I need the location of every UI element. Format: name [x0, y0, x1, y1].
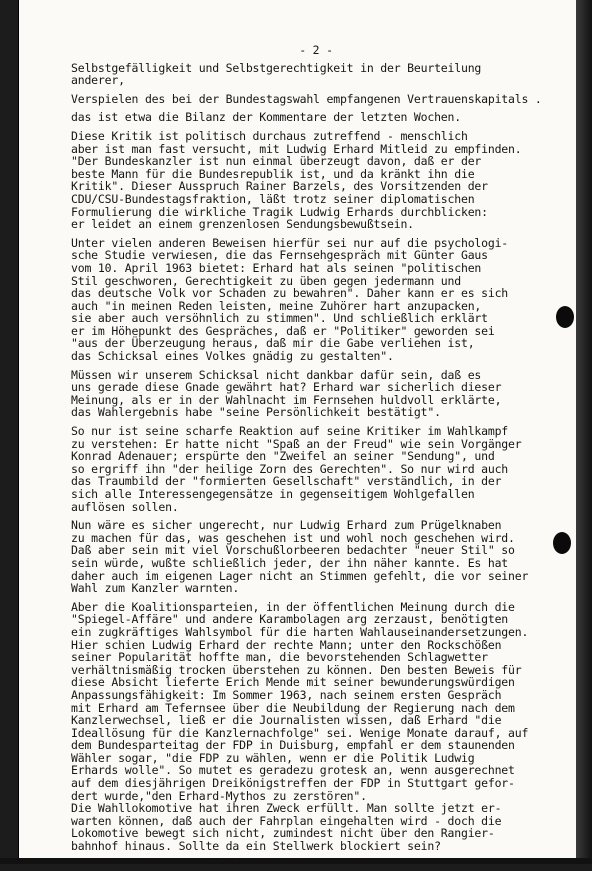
text-line: das Wahlergebnis habe "seine Persönlichkeit bestätigt". — [71, 405, 441, 420]
text-line: Ideallösung für die Kanzlernachfolge" sei. Wenige Monate darauf, auf — [71, 725, 529, 740]
text-line: das Traumbild der "formierten Gesellschaft" verständlich, in der — [71, 474, 502, 489]
text-line: "Der Bundeskanzler ist nun einmal überzeugt davon, daß er der — [71, 154, 482, 169]
paragraph — [71, 519, 581, 595]
text-line: Stil geschworen, Gerechtigkeit zu üben gegen jedermann und — [71, 273, 461, 288]
text-line: dem Bundesparteitag der FDP in Duisburg, empfahl er dem staunenden — [71, 738, 515, 753]
text-line: so ergriff ihn "der heilige Zorn des Gerechten". So nur wird auch — [71, 461, 509, 476]
text-line: Erhards wolle". So mutet es geradezu grotesk an, wenn ausgerechnet — [71, 763, 515, 778]
text-line: das ist etwa die Bilanz der Kommentare der letzten Wochen. — [71, 110, 461, 125]
text-line: zu verstehen: Er hatte nicht "Spaß an der Freud" wie sein Vorgänger — [71, 436, 522, 451]
text-line: Konrad Adenauer; erspürte den "Zweifel an seiner "Sendung", und — [71, 449, 495, 464]
text-line: diese Absicht lieferte Erich Mende mit seiner bewunderungswürdigen — [71, 675, 515, 690]
text-line: Aber die Koalitionsparteien, in der öffentlichen Meinung durch die — [71, 599, 515, 614]
text-line: Lokomotive bewegt sich nicht, zumindest nicht über den Rangier- — [71, 826, 495, 841]
paragraph — [71, 62, 581, 87]
text-line: Die Wahllokomotive hat ihren Zweck erfüllt. Man sollte jetzt er- — [71, 801, 502, 816]
text-line: anderer, — [71, 73, 125, 88]
paragraph — [71, 237, 581, 363]
text-line: Daß aber sein mit viel Vorschußlorbeeren bedachter "neuer Stil" so — [71, 543, 515, 558]
text-line: das Schicksal eines Volkes gnädig zu gestalten". — [71, 349, 394, 364]
paragraph — [71, 93, 581, 106]
text-line: sie aber auch versöhnlich zu stimmen". Und schließlich erklärt — [71, 311, 488, 326]
text-line: - - - — [71, 851, 240, 866]
text-line: auch "in meinen Reden leisten, meine Zuhörer hart anzupacken, — [71, 298, 482, 313]
paragraph — [71, 425, 581, 513]
text-line: warten können, daß auch der Fahrplan eingehalten wird - doch die — [71, 813, 502, 828]
text-line: beste Mann für die Bundesrepublik ist, und da kränkt ihn die — [71, 166, 475, 181]
text-line: Anpassungsfähigkeit: Im Sommer 1963, nach seinem ersten Gespräch — [71, 687, 502, 702]
text-line: Diese Kritik ist politisch durchaus zutreffend - menschlich — [71, 128, 468, 143]
text-line: er leidet an einem grenzenlosen Sendungsbewußtsein. — [71, 217, 414, 232]
text-line: verhältnismäßig trocken überstehen zu können. Den besten Beweis für — [71, 662, 522, 677]
text-line: Unter vielen anderen Beweisen hierfür sei nur auf die psychologi- — [71, 235, 509, 250]
text-line: Kanzlerwechsel, ließ er die Journalisten wissen, daß Erhard "die — [71, 713, 502, 728]
text-line: vom 10. April 1963 bietet: Erhard hat als seinen "politischen — [71, 260, 482, 275]
paragraph — [71, 130, 581, 231]
text-line: "aus der Überzeugung heraus, daß mir die Gabe verliehen ist, — [71, 336, 475, 351]
text-line: Nun wäre es sicher ungerecht, nur Ludwig Erhard zum Prügelknaben — [71, 518, 502, 533]
text-line: "Spiegel-Affäre" und andere Karambolagen arg zerzaust, benötigten — [71, 612, 509, 627]
text-line: daher auch im eigenen Lager nicht an Stimmen gefehlt, die vor seiner — [71, 568, 529, 583]
text-line: sein würde, wußte schließlich jeder, der ihn näher kannte. Es hat — [71, 555, 509, 570]
text-line: Verspielen des bei der Bundestagswahl empfangenen Vertrauenskapitals . — [71, 91, 542, 106]
text-line: So nur ist seine scharfe Reaktion auf seine Kritiker im Wahlkampf — [71, 424, 509, 439]
text-line: aber ist man fast versucht, mit Ludwig Erhard Mitleid zu empfinden. — [71, 141, 522, 156]
paragraph — [71, 111, 581, 124]
paragraph — [71, 369, 581, 419]
text-line: Wahl zum Kanzler warnten. — [71, 581, 240, 596]
text-line: Meinung, als er in der Wahlnacht im Fernsehen huldvoll erklärte, — [71, 392, 502, 407]
text-line: mit Erhard am Tefernsee über die Neubildung der Regierung nach dem — [71, 700, 515, 715]
text-line: sich alle Interessengegensätze in gegenseitigem Wohlgefallen — [71, 487, 475, 501]
text-line: Selbstgefälligkeit und Selbstgerechtigkeit in der Beurteilung — [71, 60, 482, 75]
document-text — [71, 44, 581, 871]
text-line: ein zugkräftiges Wahlsymbol für die harten Wahlauseinandersetzungen. — [71, 624, 529, 639]
text-line: Wähler sogar, "die FDP zu wählen, wenn er die Politik Ludwig — [71, 750, 475, 765]
text-line: er im Höhepunkt des Gespräches, daß er "Politiker" geworden sei — [71, 323, 495, 338]
text-line: sche Studie verwiesen, die das Fernsehgespräch mit Günter Gaus — [71, 248, 488, 263]
text-line: zu machen für das, was geschehen ist und wohl noch geschehen wird. — [71, 530, 515, 545]
text-line: Kritik". Dieser Ausspruch Rainer Barzels, des Vorsitzenden der — [71, 179, 488, 194]
page-number: - 2 - — [299, 43, 333, 57]
text-line: dert wurde,"den Erhard-Mythos zu zerstören". — [71, 788, 367, 803]
document-body — [71, 62, 581, 866]
text-line: Müssen wir unserem Schicksal nicht dankbar dafür sein, daß es — [71, 367, 482, 382]
text-line: bahnhof hinaus. Sollte da ein Stellwerk blockiert sein? — [71, 839, 441, 854]
text-line: seiner Popularität hoffte man, die bevorstehenden Schlagwetter — [71, 650, 488, 665]
text-line: auf dem diesjährigen Dreikönigstreffen der FDP in Stuttgart gefor- — [71, 776, 515, 791]
text-line: das deutsche Volk vor Schaden zu bewahren". Daher kann er es sich — [71, 286, 509, 301]
text-line: CDU/CSU-Bundestagsfraktion, läßt trotz seiner diplomatischen — [71, 191, 475, 206]
text-line: Hier schien Ludwig Erhard der rechte Mann; unter den Rockschößen — [71, 637, 502, 652]
text-line: auflösen sollen. — [71, 499, 179, 514]
paragraph — [71, 601, 581, 865]
text-line: Formulierung die wirkliche Tragik Ludwig Erhards durchblicken: — [71, 204, 488, 219]
text-line: uns gerade diese Gnade gewährt hat? Erhard war sicherlich dieser — [71, 380, 502, 395]
